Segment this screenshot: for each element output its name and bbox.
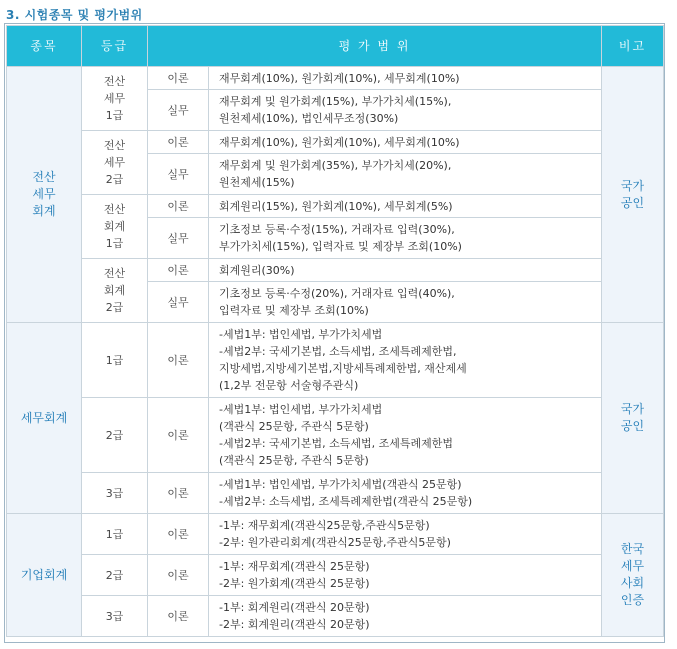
exam-type-cell: 이론 <box>148 195 209 218</box>
category-cell: 기업회계 <box>7 514 82 637</box>
scope-cell: -1부: 재무회계(객관식 25문항) -2부: 원가회계(객관식 25문항) <box>209 555 602 596</box>
grade-cell: 전산 세무 1급 <box>82 67 148 131</box>
scope-cell: 재무회계(10%), 원가회계(10%), 세무회계(10%) <box>209 131 602 154</box>
grade-cell: 전산 회계 2급 <box>82 259 148 323</box>
table-row <box>7 596 664 637</box>
table-body <box>7 67 664 637</box>
section-heading: 3. 시험종목 및 평가범위 <box>6 8 143 22</box>
table-row <box>7 514 664 555</box>
exam-type-cell: 실무 <box>148 154 209 195</box>
exam-type-cell: 이론 <box>148 555 209 596</box>
scope-cell: 재무회계 및 원가회계(35%), 부가가치세(20%), 원천제세(15%) <box>209 154 602 195</box>
table-row <box>7 398 664 473</box>
table-row <box>7 473 664 514</box>
exam-scope-table <box>6 25 664 637</box>
exam-type-cell: 실무 <box>148 218 209 259</box>
table-row <box>7 195 664 218</box>
table-row <box>7 259 664 282</box>
scope-cell: 회계원리(30%) <box>209 259 602 282</box>
category-cell: 세무회계 <box>7 323 82 514</box>
note-cell: 한국 세무 사회 인증 <box>602 514 664 637</box>
exam-type-cell: 이론 <box>148 259 209 282</box>
exam-type-cell: 이론 <box>148 323 209 398</box>
scope-cell: -세법1부: 법인세법, 부가가치세법 (객관식 25문항, 주관식 5문항) -세법2부: 국세기본법, 소득세법, 조세특례제한법 (객관식 25문항, 주관식 5문항) <box>209 398 602 473</box>
table-header-row <box>7 26 664 67</box>
scope-cell: -1부: 재무회계(객관식25문항,주관식5문항) -2부: 원가관리회계(객관식25문항,주관식5문항) <box>209 514 602 555</box>
exam-type-cell: 이론 <box>148 398 209 473</box>
grade-cell: 2급 <box>82 555 148 596</box>
header-category: 종목 <box>7 26 82 67</box>
exam-type-cell: 이론 <box>148 514 209 555</box>
grade-cell: 전산 회계 1급 <box>82 195 148 259</box>
exam-type-cell: 실무 <box>148 90 209 131</box>
grade-cell: 3급 <box>82 473 148 514</box>
grade-cell: 3급 <box>82 596 148 637</box>
scope-cell: 기초정보 등록·수정(15%), 거래자료 입력(30%), 부가가치세(15%), 입력자료 및 제장부 조회(10%) <box>209 218 602 259</box>
exam-type-cell: 이론 <box>148 131 209 154</box>
header-scope: 평 가 범 위 <box>148 26 602 67</box>
exam-type-cell: 이론 <box>148 67 209 90</box>
grade-cell: 전산 세무 2급 <box>82 131 148 195</box>
scope-cell: -세법1부: 법인세법, 부가가치세법 -세법2부: 국세기본법, 소득세법, 조세특례제한법, 지방세법,지방세기본법,지방세특례제한법, 재산제세 (1,2부 전문항 서술형주관식) <box>209 323 602 398</box>
header-note: 비고 <box>602 26 664 67</box>
scope-cell: -세법1부: 법인세법, 부가가치세법(객관식 25문항) -세법2부: 소득세법, 조세특례제한법(객관식 25문항) <box>209 473 602 514</box>
grade-cell: 1급 <box>82 514 148 555</box>
category-cell: 전산 세무 회계 <box>7 67 82 323</box>
note-cell: 국가 공인 <box>602 323 664 514</box>
header-grade: 등급 <box>82 26 148 67</box>
grade-cell: 2급 <box>82 398 148 473</box>
scope-cell: 회계원리(15%), 원가회계(10%), 세무회계(5%) <box>209 195 602 218</box>
scope-cell: -1부: 회계원리(객관식 20문항) -2부: 회계원리(객관식 20문항) <box>209 596 602 637</box>
exam-type-cell: 이론 <box>148 596 209 637</box>
grade-cell: 1급 <box>82 323 148 398</box>
scope-cell: 재무회계 및 원가회계(15%), 부가가치세(15%), 원천제세(10%), 법인세무조정(30%) <box>209 90 602 131</box>
scope-cell: 기초정보 등록·수정(20%), 거래자료 입력(40%), 입력자료 및 제장부 조회(10%) <box>209 282 602 323</box>
exam-type-cell: 실무 <box>148 282 209 323</box>
table-row <box>7 131 664 154</box>
table-row <box>7 67 664 90</box>
table-row <box>7 555 664 596</box>
note-cell: 국가 공인 <box>602 67 664 323</box>
exam-type-cell: 이론 <box>148 473 209 514</box>
table-row <box>7 323 664 398</box>
scope-cell: 재무회계(10%), 원가회계(10%), 세무회계(10%) <box>209 67 602 90</box>
